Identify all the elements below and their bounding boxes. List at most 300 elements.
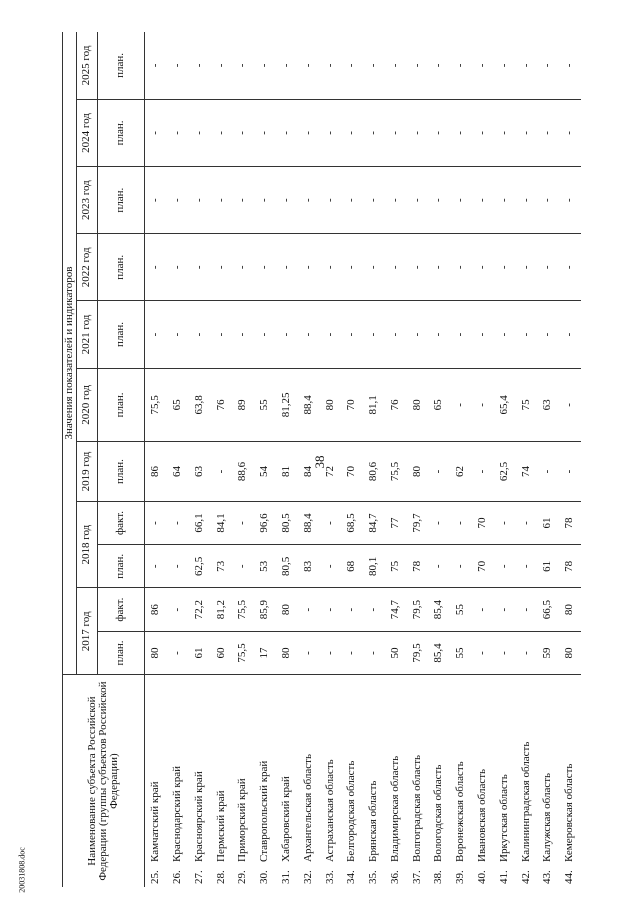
- value-cell: -: [472, 631, 494, 674]
- value-cell: -: [494, 167, 516, 234]
- value-cell: -: [450, 99, 472, 166]
- value-cell: -: [407, 301, 429, 368]
- row-number: 27.: [192, 870, 205, 884]
- value-cell: 79,7: [407, 501, 429, 544]
- value-cell: -: [189, 234, 211, 301]
- value-cell: -: [428, 501, 450, 544]
- row-number: 35.: [367, 870, 380, 884]
- subject-name-cell: [341, 675, 363, 887]
- value-cell: -: [363, 234, 385, 301]
- value-cell: -: [254, 301, 276, 368]
- subject-name-cell: [363, 675, 385, 887]
- value-cell: -: [276, 301, 298, 368]
- value-cell: -: [363, 32, 385, 99]
- value-cell: -: [319, 32, 341, 99]
- value-cell: -: [450, 32, 472, 99]
- value-cell: -: [319, 545, 341, 588]
- value-cell: -: [254, 99, 276, 166]
- value-cell: 74,7: [385, 588, 407, 631]
- table-row: [298, 32, 320, 887]
- table-row: [189, 32, 211, 887]
- subject-name: Кемеровская область: [563, 763, 576, 862]
- table-row: [145, 32, 167, 887]
- value-cell: 88,4: [298, 501, 320, 544]
- value-cell: -: [516, 32, 538, 99]
- value-cell: -: [472, 234, 494, 301]
- value-cell: 88,6: [232, 442, 254, 502]
- header-year: 2019 год: [77, 442, 98, 502]
- value-cell: -: [341, 32, 363, 99]
- row-number: 28.: [214, 870, 227, 884]
- value-cell: 61: [189, 631, 211, 674]
- subject-name-cell: [516, 675, 538, 887]
- header-subcolumn: факт.: [98, 501, 145, 544]
- value-cell: -: [385, 32, 407, 99]
- value-cell: -: [298, 99, 320, 166]
- value-cell: 81: [276, 442, 298, 502]
- value-cell: -: [232, 99, 254, 166]
- value-cell: -: [145, 301, 167, 368]
- subject-name: Вологодская область: [432, 764, 445, 862]
- value-cell: -: [516, 301, 538, 368]
- table-row: [276, 32, 298, 887]
- value-cell: -: [472, 442, 494, 502]
- value-cell: 84,7: [363, 501, 385, 544]
- value-cell: -: [428, 545, 450, 588]
- header-subcolumn: план.: [98, 442, 145, 502]
- subject-name: Владимирская область: [388, 755, 401, 862]
- value-cell: -: [298, 301, 320, 368]
- subject-name-cell: [319, 675, 341, 887]
- value-cell: -: [232, 32, 254, 99]
- value-cell: -: [232, 545, 254, 588]
- table-row: [341, 32, 363, 887]
- value-cell: -: [363, 301, 385, 368]
- table-row: [210, 32, 232, 887]
- value-cell: 85,9: [254, 588, 276, 631]
- value-cell: -: [450, 545, 472, 588]
- value-cell: 80: [559, 631, 581, 674]
- table-row: [559, 32, 581, 887]
- value-cell: -: [210, 167, 232, 234]
- row-number: 30.: [258, 870, 271, 884]
- value-cell: -: [298, 234, 320, 301]
- value-cell: -: [407, 167, 429, 234]
- value-cell: -: [232, 301, 254, 368]
- header-subcolumn: план.: [98, 234, 145, 301]
- value-cell: -: [254, 32, 276, 99]
- value-cell: -: [450, 368, 472, 442]
- value-cell: -: [341, 631, 363, 674]
- value-cell: 76: [210, 368, 232, 442]
- value-cell: -: [559, 442, 581, 502]
- value-cell: -: [494, 631, 516, 674]
- value-cell: -: [385, 167, 407, 234]
- row-number: 31.: [279, 870, 292, 884]
- value-cell: -: [319, 99, 341, 166]
- value-cell: -: [559, 368, 581, 442]
- value-cell: 80,5: [276, 501, 298, 544]
- value-cell: 79,5: [407, 588, 429, 631]
- value-cell: 80: [407, 442, 429, 502]
- header-year: 2018 год: [77, 501, 98, 588]
- value-cell: -: [298, 32, 320, 99]
- value-cell: -: [341, 167, 363, 234]
- value-cell: -: [276, 32, 298, 99]
- value-cell: 75,5: [145, 368, 167, 442]
- row-number: 44.: [563, 870, 576, 884]
- value-cell: -: [559, 32, 581, 99]
- value-cell: -: [494, 99, 516, 166]
- value-cell: 84,1: [210, 501, 232, 544]
- subject-name-cell: [189, 675, 211, 887]
- value-cell: 86: [145, 588, 167, 631]
- value-cell: -: [559, 234, 581, 301]
- value-cell: -: [167, 545, 189, 588]
- subject-name-cell: [232, 675, 254, 887]
- value-cell: 78: [407, 545, 429, 588]
- subject-name: Ивановская область: [476, 768, 489, 862]
- value-cell: -: [276, 167, 298, 234]
- subject-name-cell: [450, 675, 472, 887]
- subject-name-cell: [385, 675, 407, 887]
- value-cell: 72: [319, 442, 341, 502]
- value-cell: -: [559, 167, 581, 234]
- value-cell: 83: [298, 545, 320, 588]
- value-cell: -: [472, 588, 494, 631]
- value-cell: -: [254, 167, 276, 234]
- row-number: 32.: [301, 870, 314, 884]
- value-cell: 55: [450, 588, 472, 631]
- footer-filename: 20031808.doc: [17, 847, 27, 893]
- table-row: [319, 32, 341, 887]
- subject-name: Астраханская область: [323, 759, 336, 862]
- value-cell: 73: [210, 545, 232, 588]
- value-cell: -: [472, 99, 494, 166]
- subject-name-cell: [167, 675, 189, 887]
- subject-name-cell: [298, 675, 320, 887]
- subject-name: Белгородская область: [345, 760, 358, 862]
- value-cell: -: [537, 301, 559, 368]
- value-cell: -: [537, 167, 559, 234]
- value-cell: 65: [167, 368, 189, 442]
- value-cell: -: [363, 631, 385, 674]
- value-cell: -: [494, 32, 516, 99]
- subject-name-cell: [276, 675, 298, 887]
- value-cell: -: [363, 99, 385, 166]
- subject-name: Архангельская область: [301, 754, 314, 862]
- header-subcolumn: план.: [98, 631, 145, 674]
- row-number: 36.: [388, 870, 401, 884]
- value-cell: -: [450, 301, 472, 368]
- subject-name: Хабаровский край: [279, 776, 292, 862]
- header-subcolumn: план.: [98, 167, 145, 234]
- header-group-title: Значения показателей и индикаторов: [63, 32, 77, 675]
- value-cell: -: [407, 99, 429, 166]
- value-cell: 78: [559, 501, 581, 544]
- value-cell: -: [537, 32, 559, 99]
- subject-name: Воронежская область: [454, 761, 467, 862]
- value-cell: -: [494, 588, 516, 631]
- header-year: 2024 год: [77, 99, 98, 166]
- row-number: 37.: [410, 870, 423, 884]
- value-cell: -: [494, 501, 516, 544]
- value-cell: -: [145, 545, 167, 588]
- value-cell: 72,2: [189, 588, 211, 631]
- value-cell: -: [276, 234, 298, 301]
- value-cell: 70: [472, 501, 494, 544]
- value-cell: 79,5: [407, 631, 429, 674]
- value-cell: -: [298, 167, 320, 234]
- row-number: 43.: [541, 870, 554, 884]
- value-cell: -: [472, 301, 494, 368]
- subject-name-cell: [494, 675, 516, 887]
- header-year: 2020 год: [77, 368, 98, 442]
- value-cell: 68: [341, 545, 363, 588]
- value-cell: -: [516, 588, 538, 631]
- row-number: 25.: [149, 870, 162, 884]
- value-cell: 80,6: [363, 442, 385, 502]
- header-subcolumn: план.: [98, 99, 145, 166]
- value-cell: -: [276, 99, 298, 166]
- value-cell: -: [319, 234, 341, 301]
- subject-name: Брянская область: [367, 780, 380, 862]
- value-cell: 88,4: [298, 368, 320, 442]
- value-cell: 59: [537, 631, 559, 674]
- value-cell: 75: [516, 368, 538, 442]
- value-cell: 80,1: [363, 545, 385, 588]
- header-subcolumn: план.: [98, 545, 145, 588]
- value-cell: -: [167, 301, 189, 368]
- value-cell: 80,5: [276, 545, 298, 588]
- value-cell: -: [385, 301, 407, 368]
- value-cell: 60: [210, 631, 232, 674]
- value-cell: 81,1: [363, 368, 385, 442]
- value-cell: 63,8: [189, 368, 211, 442]
- value-cell: -: [450, 501, 472, 544]
- value-cell: 85,4: [428, 631, 450, 674]
- value-cell: -: [385, 99, 407, 166]
- subject-name: Иркутская область: [497, 774, 510, 862]
- row-number: 34.: [345, 870, 358, 884]
- table-row: [516, 32, 538, 887]
- row-number: 29.: [236, 870, 249, 884]
- value-cell: -: [145, 501, 167, 544]
- value-cell: 76: [385, 368, 407, 442]
- value-cell: -: [450, 234, 472, 301]
- value-cell: -: [407, 32, 429, 99]
- indicators-table: [62, 32, 581, 887]
- value-cell: 80: [276, 631, 298, 674]
- table-row: [494, 32, 516, 887]
- subject-name-cell: [145, 675, 167, 887]
- value-cell: 64: [167, 442, 189, 502]
- value-cell: -: [537, 442, 559, 502]
- value-cell: -: [516, 631, 538, 674]
- subject-name: Калининградская область: [519, 741, 532, 862]
- value-cell: -: [428, 32, 450, 99]
- value-cell: 84: [298, 442, 320, 502]
- value-cell: 62,5: [189, 545, 211, 588]
- value-cell: -: [319, 631, 341, 674]
- value-cell: 80: [319, 368, 341, 442]
- value-cell: 80: [145, 631, 167, 674]
- subject-name: Ставропольский край: [258, 760, 271, 862]
- value-cell: -: [210, 301, 232, 368]
- value-cell: -: [472, 32, 494, 99]
- value-cell: -: [167, 167, 189, 234]
- table-row: [428, 32, 450, 887]
- value-cell: 96,6: [254, 501, 276, 544]
- value-cell: -: [298, 631, 320, 674]
- value-cell: -: [516, 234, 538, 301]
- value-cell: 81,25: [276, 368, 298, 442]
- value-cell: 54: [254, 442, 276, 502]
- value-cell: 62,5: [494, 442, 516, 502]
- rotated-table-wrapper: [62, 32, 592, 887]
- value-cell: -: [189, 301, 211, 368]
- subject-name-cell: [559, 675, 581, 887]
- value-cell: -: [516, 501, 538, 544]
- subject-name: Калужская область: [541, 772, 554, 862]
- value-cell: 75: [385, 545, 407, 588]
- value-cell: -: [298, 588, 320, 631]
- value-cell: 61: [537, 545, 559, 588]
- value-cell: -: [450, 167, 472, 234]
- value-cell: 70: [341, 442, 363, 502]
- value-cell: -: [363, 167, 385, 234]
- value-cell: -: [428, 234, 450, 301]
- value-cell: -: [428, 442, 450, 502]
- value-cell: -: [145, 167, 167, 234]
- value-cell: -: [516, 545, 538, 588]
- header-subject-name: Наименование субъекта Российской Федерации (группы субъектов Российской Федерации): [63, 675, 145, 887]
- subject-name-cell: [428, 675, 450, 887]
- value-cell: 75,5: [232, 588, 254, 631]
- value-cell: -: [472, 167, 494, 234]
- value-cell: 75,5: [232, 631, 254, 674]
- value-cell: -: [494, 301, 516, 368]
- value-cell: -: [167, 631, 189, 674]
- header-subcolumn: план.: [98, 301, 145, 368]
- value-cell: -: [319, 167, 341, 234]
- value-cell: 62: [450, 442, 472, 502]
- value-cell: -: [341, 588, 363, 631]
- value-cell: -: [494, 234, 516, 301]
- value-cell: 17: [254, 631, 276, 674]
- header-year: 2025 год: [77, 32, 98, 99]
- table-row: [407, 32, 429, 887]
- value-cell: 50: [385, 631, 407, 674]
- table-row: [254, 32, 276, 887]
- value-cell: -: [407, 234, 429, 301]
- value-cell: 68,5: [341, 501, 363, 544]
- value-cell: 63: [189, 442, 211, 502]
- value-cell: 86: [145, 442, 167, 502]
- value-cell: 81,2: [210, 588, 232, 631]
- value-cell: 61: [537, 501, 559, 544]
- row-number: 38.: [432, 870, 445, 884]
- value-cell: -: [516, 167, 538, 234]
- table-body: [145, 32, 581, 887]
- value-cell: -: [363, 588, 385, 631]
- table-row: [232, 32, 254, 887]
- value-cell: -: [428, 167, 450, 234]
- value-cell: 65: [428, 368, 450, 442]
- header-subcolumn: факт.: [98, 588, 145, 631]
- value-cell: -: [167, 32, 189, 99]
- row-number: 41.: [497, 870, 510, 884]
- header-year: 2023 год: [77, 167, 98, 234]
- value-cell: 66,5: [537, 588, 559, 631]
- value-cell: 65,4: [494, 368, 516, 442]
- value-cell: -: [341, 234, 363, 301]
- value-cell: -: [385, 234, 407, 301]
- row-number: 42.: [519, 870, 532, 884]
- header-year: 2017 год: [77, 588, 98, 675]
- value-cell: 74: [516, 442, 538, 502]
- value-cell: -: [189, 99, 211, 166]
- page-number: 38: [312, 455, 327, 469]
- value-cell: -: [167, 501, 189, 544]
- subject-name: Волгоградская область: [410, 754, 423, 862]
- value-cell: 66,1: [189, 501, 211, 544]
- value-cell: -: [189, 167, 211, 234]
- value-cell: 75,5: [385, 442, 407, 502]
- value-cell: -: [254, 234, 276, 301]
- table-row: [167, 32, 189, 887]
- value-cell: -: [516, 99, 538, 166]
- subject-name-cell: [537, 675, 559, 887]
- subject-name-cell: [210, 675, 232, 887]
- value-cell: -: [210, 442, 232, 502]
- subject-name: Приморский край: [236, 778, 249, 862]
- value-cell: -: [210, 99, 232, 166]
- value-cell: -: [559, 301, 581, 368]
- value-cell: 63: [537, 368, 559, 442]
- row-number: 33.: [323, 870, 336, 884]
- value-cell: 85,4: [428, 588, 450, 631]
- value-cell: -: [232, 234, 254, 301]
- subject-name: Камчатский край: [149, 781, 162, 862]
- value-cell: -: [189, 32, 211, 99]
- value-cell: 77: [385, 501, 407, 544]
- table-header: [63, 32, 145, 887]
- value-cell: 89: [232, 368, 254, 442]
- value-cell: -: [537, 234, 559, 301]
- value-cell: -: [494, 545, 516, 588]
- row-number: 39.: [454, 870, 467, 884]
- value-cell: -: [145, 32, 167, 99]
- value-cell: 80: [407, 368, 429, 442]
- table-row: [450, 32, 472, 887]
- value-cell: -: [472, 368, 494, 442]
- header-subcolumn: план.: [98, 32, 145, 99]
- value-cell: 53: [254, 545, 276, 588]
- header-year: 2021 год: [77, 301, 98, 368]
- value-cell: 80: [276, 588, 298, 631]
- value-cell: 70: [341, 368, 363, 442]
- table-row: [472, 32, 494, 887]
- subject-name: Пермский край: [214, 790, 227, 862]
- value-cell: -: [559, 99, 581, 166]
- value-cell: -: [232, 167, 254, 234]
- value-cell: 70: [472, 545, 494, 588]
- table-row: [537, 32, 559, 887]
- value-cell: -: [145, 234, 167, 301]
- value-cell: -: [232, 501, 254, 544]
- value-cell: -: [210, 234, 232, 301]
